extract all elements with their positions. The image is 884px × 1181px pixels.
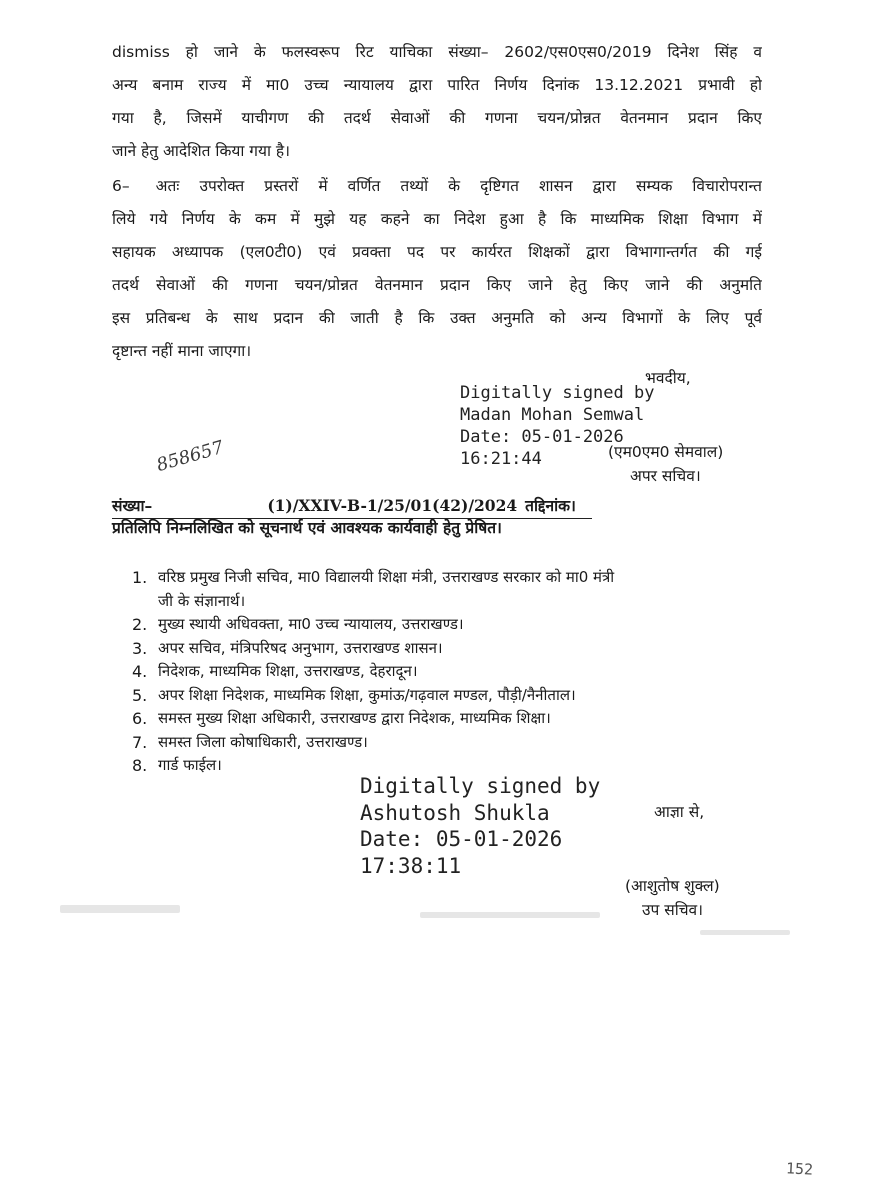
signatory-name-1: (एम0एम0 सेमवाल): [608, 443, 724, 461]
list-line: निदेशक, माध्यमिक शिक्षा, उत्तराखण्ड, देहरादून।: [158, 662, 418, 680]
list-item: [132, 660, 772, 684]
salutation-2: आज्ञा से,: [654, 803, 705, 821]
list-number: 4.: [132, 662, 148, 681]
signatory-designation-2: उप सचिव।: [642, 901, 704, 919]
signature-line: Date: 05-01-2026: [460, 427, 624, 447]
copy-recipient-list: [132, 566, 772, 778]
paragraph-line: अन्य बनाम राज्य में मा0 उच्च न्यायालय द्वारा पारित निर्णय दिनांक 13.12.2021 प्रभावी हो: [112, 76, 762, 94]
list-line: मुख्य स्थायी अधिवक्ता, मा0 उच्च न्यायालय, उत्तराखण्ड।: [158, 615, 464, 633]
list-number: 6.: [132, 709, 148, 728]
handwritten-number: 858657: [154, 436, 227, 476]
paragraph-number: 6–: [112, 177, 130, 195]
list-number: 1.: [132, 568, 148, 587]
signature-line: Date: 05-01-2026: [360, 827, 563, 851]
paragraph-line: जाने हेतु आदेशित किया गया है।: [112, 142, 291, 160]
list-line: अपर सचिव, मंत्रिपरिषद अनुभाग, उत्तराखण्ड शासन।: [158, 638, 443, 657]
list-item: [132, 637, 772, 661]
signatory-designation-1: अपर सचिव।: [630, 467, 701, 485]
scan-artifact: [420, 912, 600, 918]
paragraph-line: सहायक अध्यापक (एल0टी0) एवं प्रवक्ता पद पर कार्यरत शिक्षकों द्वारा विभागान्तर्गत की गई: [112, 243, 762, 261]
signature-line: Ashutosh Shukla: [360, 800, 550, 825]
list-line: जी के संज्ञानार्थ।: [158, 591, 246, 610]
list-text: [158, 566, 772, 613]
signatory-name-2: (आशुतोष शुक्ल): [625, 877, 720, 895]
list-line: गार्ड फाईल।: [158, 756, 222, 774]
paragraph-line: गया है, जिसमें याचीगण की तदर्थ सेवाओं की गणना चयन/प्रोन्नत वेतनमान प्रदान किए: [112, 109, 762, 127]
paragraph-line: दृष्टान्त नहीं माना जाएगा।: [112, 342, 252, 360]
paragraph-line-text: अतः उपरोक्त प्रस्तरों में वर्णित तथ्यों के दृष्टिगत शासन द्वारा सम्यक विचारोपरान्त: [155, 177, 762, 195]
list-line: समस्त जिला कोषाधिकारी, उत्तराखण्ड।: [158, 732, 368, 751]
list-item: [132, 684, 772, 708]
reference-number: (1)/XXIV-B-1/25/01(42)/2024: [267, 496, 518, 515]
list-number: 2.: [132, 615, 148, 634]
copy-heading: प्रतिलिपि निम्नलिखित को सूचनार्थ एवं आवश्यक कार्यवाही हेतु प्रेषित।: [112, 519, 502, 537]
signature-line: Digitally signed by: [360, 774, 601, 798]
list-item: [132, 566, 772, 613]
list-line: समस्त मुख्य शिक्षा अधिकारी, उत्तराखण्ड द्वारा निदेशक, माध्यमिक शिक्षा।: [158, 709, 551, 727]
list-number: 3.: [132, 638, 148, 658]
list-item: [132, 707, 772, 731]
digital-signature-2: [360, 773, 600, 879]
signature-line: 17:38:11: [360, 853, 462, 878]
list-number: 8.: [132, 756, 148, 775]
paragraph-line: [112, 170, 762, 203]
scan-artifact: [700, 930, 790, 935]
salutation-1: भवदीय,: [645, 369, 691, 387]
paragraph-line: लिये गये निर्णय के कम में मुझे यह कहने का निदेश हुआ है कि माध्यमिक शिक्षा विभाग में: [112, 210, 762, 228]
list-line: वरिष्ठ प्रमुख निजी सचिव, मा0 विद्यालयी शिक्षा मंत्री, उत्तराखण्ड सरकार को मा0 मंत्री: [158, 568, 615, 586]
page-number: 152: [785, 1159, 814, 1179]
list-number: 5.: [132, 685, 148, 705]
paragraph-line: dismiss हो जाने के फलस्वरूप रिट याचिका संख्या– 2602/एस0एस0/2019 दिनेश सिंह व: [112, 43, 762, 61]
list-item: [132, 613, 772, 637]
signature-line: Madan Mohan Semwal: [460, 405, 645, 425]
reference-dated: तद्दिनांक।: [525, 497, 576, 515]
list-number: 7.: [132, 732, 148, 752]
list-line: अपर शिक्षा निदेशक, माध्यमिक शिक्षा, कुमांऊ/गढ़वाल मण्डल, पौड़ी/नैनीताल।: [158, 685, 576, 704]
list-item: [132, 731, 772, 755]
paragraph-line: इस प्रतिबन्ध के साथ प्रदान की जाती है कि उक्त अनुमति को अन्य विभागों के लिए पूर्व: [112, 309, 762, 327]
paragraph-line: तदर्थ सेवाओं की गणना चयन/प्रोन्नत वेतनमान प्रदान किए जाने हेतु किए जाने की अनुमति: [112, 276, 762, 294]
signature-line: Digitally signed by: [460, 383, 655, 403]
reference-label: संख्या–: [112, 497, 153, 515]
signature-line: 16:21:44: [460, 449, 542, 469]
paragraph-continued: [112, 36, 762, 168]
scan-artifact: [60, 905, 180, 913]
paragraph-6: [112, 170, 762, 368]
